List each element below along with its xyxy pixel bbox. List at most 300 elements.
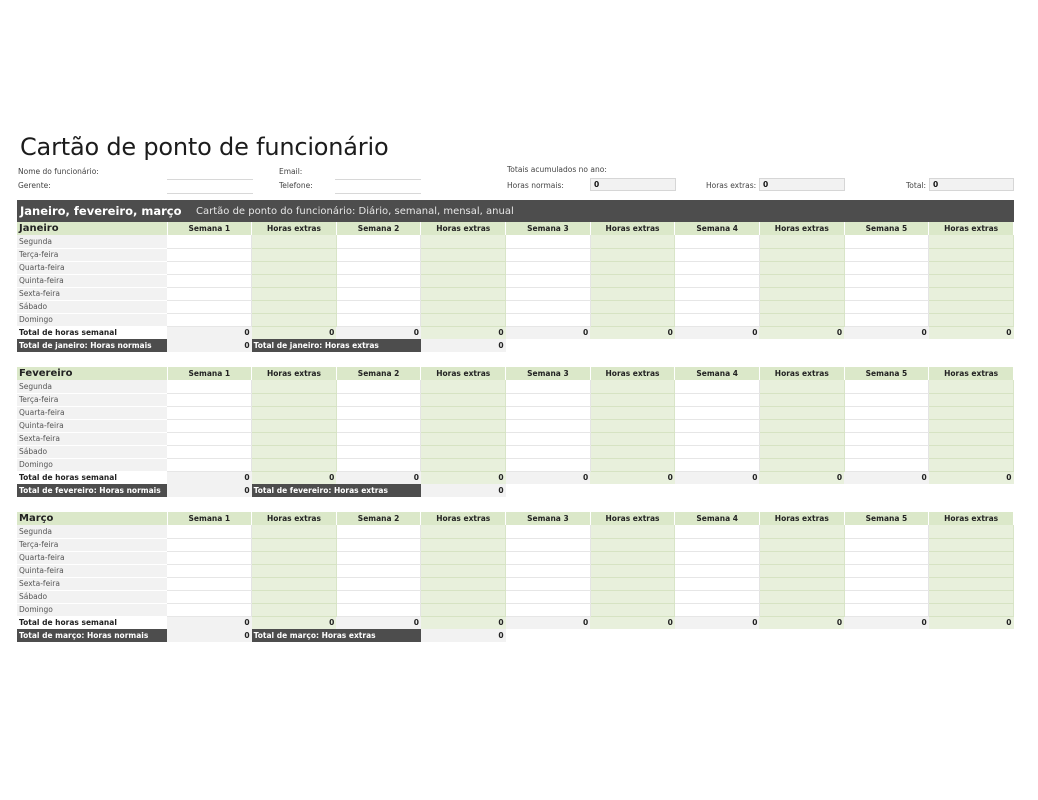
week-hours-cell[interactable] [336,577,421,590]
extra-hours-cell[interactable] [759,406,844,419]
day-row [17,432,1014,445]
weekly-total-value: 0 [252,471,337,484]
column-header: Semana 5 [844,367,929,380]
week-hours-cell[interactable] [844,419,929,432]
month-total-row [17,629,1014,642]
extra-hours-cell[interactable] [929,577,1014,590]
extra-hours-cell[interactable] [421,525,506,538]
extra-hours-cell[interactable] [929,248,1014,261]
extra-hours-cell[interactable] [929,406,1014,419]
weekly-total-value: 0 [844,616,929,629]
week-hours-cell[interactable] [506,564,591,577]
week-hours-cell[interactable] [506,458,591,471]
extra-hours-cell[interactable] [590,603,675,616]
month-extra-value: 0 [421,339,506,352]
week-hours-cell[interactable] [675,458,760,471]
week-hours-cell[interactable] [506,419,591,432]
week-hours-cell[interactable] [167,300,252,313]
column-header: Horas extras [590,512,675,525]
extra-hours-cell[interactable] [929,551,1014,564]
extra-hours-cell[interactable] [590,525,675,538]
week-hours-cell[interactable] [167,287,252,300]
extra-hours-cell[interactable] [759,603,844,616]
week-hours-cell[interactable] [167,458,252,471]
extra-hours-total: 0 [759,178,845,191]
weekly-total-value: 0 [167,471,252,484]
week-hours-cell[interactable] [506,380,591,393]
month-extra-label: Total de janeiro: Horas extras [252,339,421,352]
week-hours-cell[interactable] [336,525,421,538]
weekly-total-value: 0 [929,326,1014,339]
extra-hours-cell[interactable] [759,300,844,313]
extra-hours-cell[interactable] [759,313,844,326]
weekly-total-row [17,471,1014,484]
extra-hours-cell[interactable] [421,564,506,577]
weekly-total-row [17,326,1014,339]
week-hours-cell[interactable] [336,248,421,261]
week-hours-cell[interactable] [167,445,252,458]
extra-hours-cell[interactable] [252,380,337,393]
week-hours-cell[interactable] [675,432,760,445]
week-hours-cell[interactable] [844,603,929,616]
column-header: Semana 5 [844,222,929,235]
week-hours-cell[interactable] [844,248,929,261]
extra-hours-cell[interactable] [252,590,337,603]
week-hours-cell[interactable] [167,538,252,551]
day-label: Sexta-feira [17,432,167,445]
week-hours-cell[interactable] [844,551,929,564]
extra-hours-cell[interactable] [421,261,506,274]
column-header: Horas extras [929,512,1014,525]
week-hours-cell[interactable] [167,261,252,274]
extra-hours-cell[interactable] [590,274,675,287]
extra-hours-cell[interactable] [929,432,1014,445]
extra-hours-cell[interactable] [421,393,506,406]
day-row [17,261,1014,274]
extra-hours-cell[interactable] [252,458,337,471]
extra-hours-cell[interactable] [590,590,675,603]
extra-hours-cell[interactable] [590,551,675,564]
week-hours-cell[interactable] [844,432,929,445]
day-label: Quarta-feira [17,261,167,274]
extra-hours-cell[interactable] [759,261,844,274]
column-header: Horas extras [252,367,337,380]
week-hours-cell[interactable] [336,551,421,564]
empty-space [506,484,1014,497]
week-hours-cell[interactable] [167,274,252,287]
day-row [17,393,1014,406]
week-hours-cell[interactable] [167,248,252,261]
extra-hours-cell[interactable] [759,577,844,590]
extra-hours-cell[interactable] [759,235,844,248]
week-hours-cell[interactable] [675,261,760,274]
week-hours-cell[interactable] [675,419,760,432]
extra-hours-cell[interactable] [759,393,844,406]
column-header: Semana 2 [336,512,421,525]
column-header: Semana 2 [336,222,421,235]
column-header: Semana 3 [506,222,591,235]
month-header-row [17,512,1014,525]
day-row [17,248,1014,261]
extra-hours-cell[interactable] [421,538,506,551]
extra-hours-cell[interactable] [590,287,675,300]
weekly-total-value: 0 [421,471,506,484]
week-hours-cell[interactable] [506,261,591,274]
week-hours-cell[interactable] [506,577,591,590]
extra-hours-cell[interactable] [252,313,337,326]
day-label: Terça-feira [17,248,167,261]
extra-hours-cell[interactable] [929,538,1014,551]
week-hours-cell[interactable] [336,287,421,300]
week-hours-cell[interactable] [675,393,760,406]
day-label: Quarta-feira [17,551,167,564]
day-row [17,445,1014,458]
column-header: Semana 4 [675,222,760,235]
week-hours-cell[interactable] [506,393,591,406]
extra-hours-cell[interactable] [590,458,675,471]
extra-hours-cell[interactable] [590,419,675,432]
weekly-total-value: 0 [675,471,760,484]
extra-hours-cell[interactable] [590,538,675,551]
email-field[interactable] [335,168,421,180]
extra-hours-cell[interactable] [252,525,337,538]
week-hours-cell[interactable] [675,525,760,538]
week-hours-cell[interactable] [336,445,421,458]
extra-hours-cell[interactable] [421,248,506,261]
extra-hours-cell[interactable] [421,432,506,445]
week-hours-cell[interactable] [675,445,760,458]
week-hours-cell[interactable] [675,380,760,393]
extra-hours-cell[interactable] [421,300,506,313]
week-hours-cell[interactable] [844,406,929,419]
extra-hours-cell[interactable] [759,564,844,577]
extra-hours-cell[interactable] [759,248,844,261]
column-header: Semana 3 [506,512,591,525]
week-hours-cell[interactable] [506,551,591,564]
weekly-total-value: 0 [590,326,675,339]
week-hours-cell[interactable] [675,287,760,300]
column-header: Horas extras [421,512,506,525]
week-hours-cell[interactable] [336,300,421,313]
months-container [17,222,1014,642]
extra-hours-cell[interactable] [252,551,337,564]
week-hours-cell[interactable] [675,564,760,577]
day-label: Segunda [17,380,167,393]
month-extra-value: 0 [421,629,506,642]
weekly-total-value: 0 [929,616,1014,629]
column-header: Semana 1 [167,222,252,235]
weekly-total-value: 0 [167,326,252,339]
weekly-total-row [17,616,1014,629]
extra-hours-cell[interactable] [759,538,844,551]
month-name: Janeiro [17,222,167,235]
month-normal-label: Total de março: Horas normais [17,629,167,642]
week-hours-cell[interactable] [675,577,760,590]
extra-hours-cell[interactable] [421,287,506,300]
extra-hours-cell[interactable] [929,261,1014,274]
week-hours-cell[interactable] [336,564,421,577]
week-hours-cell[interactable] [844,458,929,471]
week-hours-cell[interactable] [506,235,591,248]
extra-hours-cell[interactable] [759,445,844,458]
week-hours-cell[interactable] [506,432,591,445]
week-hours-cell[interactable] [336,313,421,326]
extra-hours-cell[interactable] [421,406,506,419]
extra-hours-cell[interactable] [929,564,1014,577]
column-header: Horas extras [759,367,844,380]
week-hours-cell[interactable] [336,603,421,616]
day-label: Quinta-feira [17,419,167,432]
week-hours-cell[interactable] [844,313,929,326]
extra-hours-cell[interactable] [929,393,1014,406]
week-hours-cell[interactable] [167,551,252,564]
week-hours-cell[interactable] [167,590,252,603]
week-hours-cell[interactable] [336,380,421,393]
extra-hours-cell[interactable] [252,248,337,261]
week-hours-cell[interactable] [167,577,252,590]
extra-hours-cell[interactable] [759,525,844,538]
extra-hours-cell[interactable] [252,419,337,432]
weekly-total-value: 0 [675,326,760,339]
extra-hours-cell[interactable] [421,458,506,471]
week-hours-cell[interactable] [675,235,760,248]
employee-info [17,166,1014,198]
day-row [17,300,1014,313]
week-hours-cell[interactable] [506,274,591,287]
extra-hours-cell[interactable] [590,235,675,248]
week-hours-cell[interactable] [167,564,252,577]
week-hours-cell[interactable] [675,538,760,551]
extra-hours-cell[interactable] [929,445,1014,458]
extra-hours-cell[interactable] [759,551,844,564]
week-hours-cell[interactable] [506,287,591,300]
week-hours-cell[interactable] [336,458,421,471]
weekly-total-value: 0 [167,616,252,629]
extra-hours-cell[interactable] [590,577,675,590]
week-hours-cell[interactable] [844,564,929,577]
extra-hours-cell[interactable] [929,274,1014,287]
extra-hours-cell[interactable] [590,393,675,406]
week-hours-cell[interactable] [675,590,760,603]
extra-hours-cell[interactable] [929,419,1014,432]
extra-hours-cell[interactable] [759,458,844,471]
extra-hours-cell[interactable] [252,261,337,274]
extra-hours-cell[interactable] [252,564,337,577]
week-hours-cell[interactable] [844,235,929,248]
week-hours-cell[interactable] [167,419,252,432]
day-label: Domingo [17,313,167,326]
day-row [17,419,1014,432]
week-hours-cell[interactable] [336,419,421,432]
week-hours-cell[interactable] [506,445,591,458]
extra-hours-cell[interactable] [590,300,675,313]
week-hours-cell[interactable] [336,432,421,445]
day-label: Segunda [17,235,167,248]
weekly-total-value: 0 [590,616,675,629]
week-hours-cell[interactable] [675,248,760,261]
week-hours-cell[interactable] [675,551,760,564]
day-row [17,235,1014,248]
week-hours-cell[interactable] [167,380,252,393]
day-row [17,603,1014,616]
weekly-total-value: 0 [336,326,421,339]
extra-hours-cell[interactable] [252,235,337,248]
extra-hours-cell[interactable] [421,235,506,248]
week-hours-cell[interactable] [506,525,591,538]
month-name: Fevereiro [17,367,167,380]
extra-hours-cell[interactable] [929,313,1014,326]
week-hours-cell[interactable] [844,393,929,406]
week-hours-cell[interactable] [844,287,929,300]
extra-hours-cell[interactable] [759,380,844,393]
week-hours-cell[interactable] [844,590,929,603]
extra-hours-cell[interactable] [421,577,506,590]
week-hours-cell[interactable] [167,393,252,406]
weekly-total-value: 0 [844,471,929,484]
week-hours-cell[interactable] [844,261,929,274]
weekly-total-value: 0 [252,326,337,339]
week-hours-cell[interactable] [844,274,929,287]
extra-hours-cell[interactable] [929,590,1014,603]
week-hours-cell[interactable] [844,445,929,458]
extra-hours-cell[interactable] [590,445,675,458]
extra-hours-cell[interactable] [252,274,337,287]
extra-hours-cell[interactable] [759,287,844,300]
extra-hours-cell[interactable] [590,248,675,261]
quarter-subtitle: Cartão de ponto do funcionário: Diário, semanal, mensal, anual [196,205,514,217]
weekly-total-value: 0 [759,326,844,339]
extra-hours-cell[interactable] [421,419,506,432]
week-hours-cell[interactable] [167,313,252,326]
quarter-title: Janeiro, fevereiro, março [20,204,182,218]
extra-hours-cell[interactable] [252,445,337,458]
extra-hours-cell[interactable] [759,419,844,432]
day-row [17,287,1014,300]
extra-hours-cell[interactable] [421,313,506,326]
extra-hours-cell[interactable] [929,287,1014,300]
week-hours-cell[interactable] [167,525,252,538]
month-spacer [17,497,1014,512]
manager-field[interactable] [167,182,253,194]
day-row [17,458,1014,471]
extra-hours-cell[interactable] [590,313,675,326]
week-hours-cell[interactable] [506,590,591,603]
extra-hours-cell[interactable] [929,525,1014,538]
extra-hours-cell[interactable] [929,458,1014,471]
day-row [17,564,1014,577]
week-hours-cell[interactable] [844,525,929,538]
week-hours-cell[interactable] [844,538,929,551]
week-hours-cell[interactable] [506,603,591,616]
week-hours-cell[interactable] [675,313,760,326]
extra-hours-cell[interactable] [252,300,337,313]
week-hours-cell[interactable] [167,432,252,445]
extra-hours-cell[interactable] [590,261,675,274]
week-hours-cell[interactable] [167,235,252,248]
extra-hours-cell[interactable] [252,393,337,406]
week-hours-cell[interactable] [336,590,421,603]
day-label: Sexta-feira [17,287,167,300]
weekly-total-value: 0 [421,616,506,629]
extra-hours-cell[interactable] [759,274,844,287]
week-hours-cell[interactable] [506,248,591,261]
email-label: Email: [279,167,303,176]
extra-hours-cell[interactable] [929,235,1014,248]
extra-hours-cell[interactable] [252,577,337,590]
extra-hours-cell[interactable] [590,564,675,577]
column-header: Semana 2 [336,367,421,380]
empty-space [506,339,1014,352]
week-hours-cell[interactable] [336,538,421,551]
extra-hours-cell[interactable] [421,551,506,564]
week-hours-cell[interactable] [336,235,421,248]
week-hours-cell[interactable] [506,313,591,326]
weekly-total-value: 0 [675,616,760,629]
month-extra-label: Total de março: Horas extras [252,629,421,642]
extra-hours-cell[interactable] [252,287,337,300]
extra-hours-cell[interactable] [252,538,337,551]
week-hours-cell[interactable] [336,406,421,419]
total-label: Total: [906,181,927,190]
week-hours-cell[interactable] [844,577,929,590]
week-hours-cell[interactable] [844,380,929,393]
extra-hours-cell[interactable] [252,603,337,616]
extra-hours-cell[interactable] [421,445,506,458]
column-header: Horas extras [590,222,675,235]
day-label: Sábado [17,445,167,458]
extra-hours-cell[interactable] [590,432,675,445]
week-hours-cell[interactable] [506,406,591,419]
week-hours-cell[interactable] [675,300,760,313]
extra-hours-cell[interactable] [421,274,506,287]
extra-hours-cell[interactable] [590,380,675,393]
year-totals-label: Totais acumulados no ano: [507,165,607,174]
column-header: Semana 1 [167,367,252,380]
day-row [17,380,1014,393]
extra-hours-cell[interactable] [421,590,506,603]
employee-name-field[interactable] [167,168,253,180]
week-hours-cell[interactable] [844,300,929,313]
extra-hours-cell[interactable] [929,603,1014,616]
week-hours-cell[interactable] [675,603,760,616]
extra-hours-cell[interactable] [590,406,675,419]
week-hours-cell[interactable] [675,274,760,287]
week-hours-cell[interactable] [336,393,421,406]
day-row [17,406,1014,419]
extra-hours-cell[interactable] [252,432,337,445]
extra-hours-cell[interactable] [759,590,844,603]
employee-name-label: Nome do funcionário: [18,167,99,176]
week-hours-cell[interactable] [336,274,421,287]
extra-hours-cell[interactable] [421,380,506,393]
week-hours-cell[interactable] [336,261,421,274]
month-total-row [17,484,1014,497]
extra-hours-cell[interactable] [252,406,337,419]
extra-hours-cell[interactable] [421,603,506,616]
week-hours-cell[interactable] [167,406,252,419]
phone-field[interactable] [335,182,421,194]
week-hours-cell[interactable] [167,603,252,616]
day-label: Sábado [17,300,167,313]
extra-hours-cell[interactable] [759,432,844,445]
weekly-total-value: 0 [929,471,1014,484]
week-hours-cell[interactable] [506,300,591,313]
week-hours-cell[interactable] [506,538,591,551]
extra-hours-cell[interactable] [929,380,1014,393]
weekly-total-value: 0 [759,471,844,484]
week-hours-cell[interactable] [675,406,760,419]
extra-hours-cell[interactable] [929,300,1014,313]
